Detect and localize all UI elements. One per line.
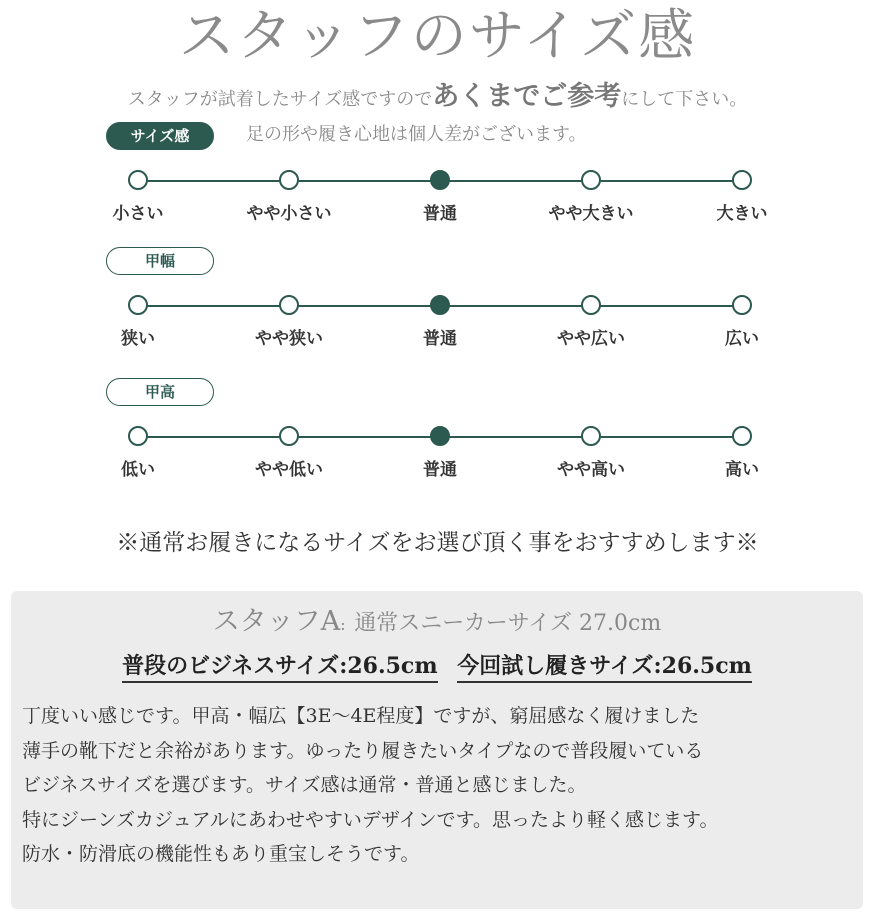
scale-option-label: 狭い bbox=[121, 329, 155, 349]
scale-dot-selected bbox=[430, 295, 450, 315]
scale-dot bbox=[581, 295, 601, 315]
scale-option-label: 小さい bbox=[112, 204, 164, 224]
comment-line: ビジネスサイズを選びます。サイズ感は通常・普通と感じました。 bbox=[22, 774, 587, 796]
staff-name: スタッフA bbox=[212, 606, 341, 637]
instep-height-scale bbox=[0, 436, 875, 496]
recommend-note: ※通常お履きになるサイズをお選び頂く事をおすすめします※ bbox=[116, 530, 759, 556]
scale-dot bbox=[581, 426, 601, 446]
scale-option-label: やや広い bbox=[557, 329, 625, 349]
scale-option-label: 低い bbox=[121, 460, 155, 480]
scale-option-label: やや大きい bbox=[548, 204, 634, 224]
staff-comments bbox=[22, 699, 858, 872]
scale-dot-selected bbox=[430, 170, 450, 190]
size-feel-scale bbox=[0, 180, 875, 240]
staff-usual-size: 通常スニーカーサイズ 27.0cm bbox=[354, 611, 662, 636]
staff-separator: : bbox=[340, 615, 346, 634]
size-feel-tag: サイズ感 bbox=[106, 122, 214, 150]
instep-width-tag: 甲幅 bbox=[106, 247, 214, 275]
instep-width-scale bbox=[0, 305, 875, 365]
scale-dot bbox=[581, 170, 601, 190]
lead-post: にして下さい。 bbox=[621, 89, 748, 110]
business-size: 普段のビジネスサイズ:26.5cm bbox=[122, 653, 438, 683]
trial-size: 今回試し履きサイズ:26.5cm bbox=[457, 653, 752, 683]
comment-line: 特にジーンズカジュアルにあわせやすいデザインです。思ったより軽く感じます。 bbox=[22, 808, 719, 831]
individual-difference-note: 足の形や履き心地は個人差がございます。 bbox=[246, 124, 587, 145]
scale-dot bbox=[732, 426, 752, 446]
scale-option-label: 普通 bbox=[423, 329, 457, 349]
comment-line: 薄手の靴下だと余裕があります。ゆったり履きたいタイプなので普段履いている bbox=[22, 739, 704, 762]
lead-emphasis: あくまでご参考 bbox=[432, 81, 622, 112]
comment-line: 丁度いい感じです。甲高・幅広【3E〜4E程度】ですが、窮屈感なく履けました bbox=[22, 705, 700, 727]
scale-dot bbox=[279, 426, 299, 446]
staff-review-panel bbox=[11, 591, 863, 909]
scale-dot bbox=[732, 170, 752, 190]
instep-height-tag: 甲高 bbox=[106, 378, 214, 406]
scale-dot bbox=[128, 426, 148, 446]
scale-dot-selected bbox=[430, 426, 450, 446]
scale-option-label: 普通 bbox=[423, 460, 457, 480]
lead-text bbox=[0, 82, 875, 115]
comment-line: 防水・防滑底の機能性もあり重宝しそうです。 bbox=[22, 843, 420, 865]
scale-dot bbox=[279, 295, 299, 315]
scale-option-label: やや高い bbox=[557, 460, 625, 480]
scale-option-label: 普通 bbox=[423, 204, 457, 224]
scale-option-label: やや狭い bbox=[255, 329, 323, 349]
scale-option-label: 高い bbox=[725, 460, 759, 480]
page-title: スタッフのサイズ感 bbox=[178, 4, 697, 69]
scale-option-label: やや低い bbox=[255, 460, 323, 480]
scale-dot bbox=[279, 170, 299, 190]
scale-dot bbox=[128, 295, 148, 315]
scale-option-label: やや小さい bbox=[246, 204, 332, 224]
scale-option-label: 広い bbox=[725, 329, 759, 349]
staff-sizes bbox=[11, 649, 863, 680]
scale-dot bbox=[732, 295, 752, 315]
scale-dot bbox=[128, 170, 148, 190]
scale-option-label: 大きい bbox=[716, 204, 768, 224]
staff-header bbox=[11, 599, 863, 638]
lead-pre: スタッフが試着したサイズ感ですので bbox=[127, 89, 433, 110]
